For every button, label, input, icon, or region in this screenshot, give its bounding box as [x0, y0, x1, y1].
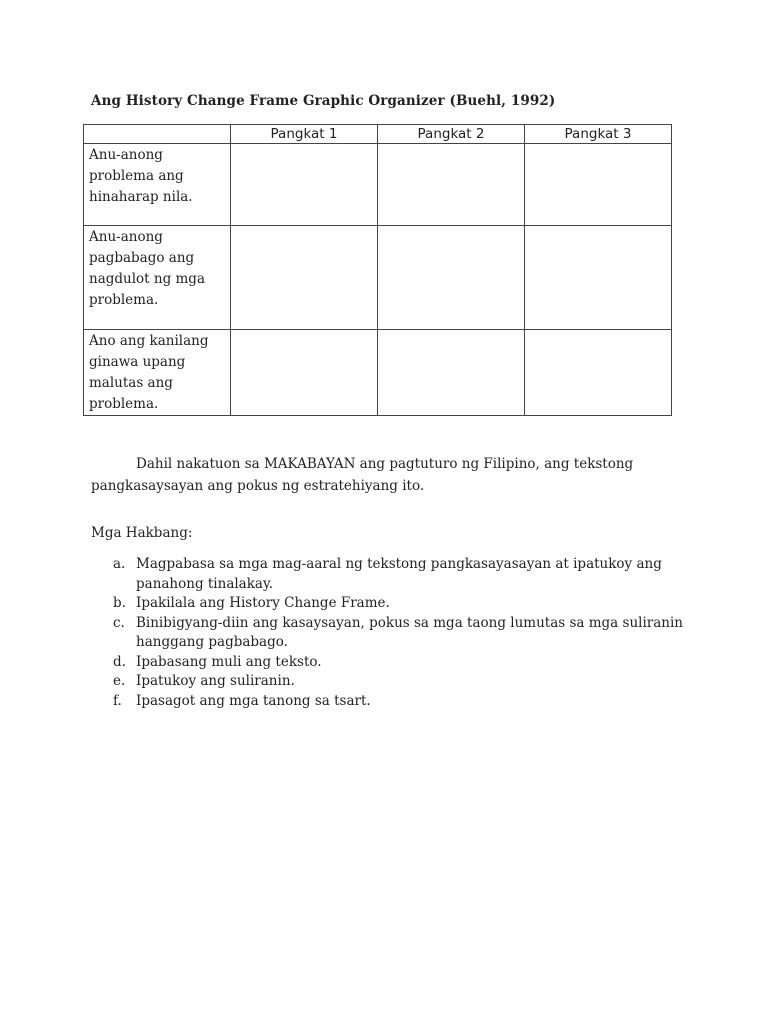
list-marker: c.: [113, 614, 125, 631]
table-header-pangkat-1: Pangkat 1: [231, 125, 378, 144]
list-item: [91, 614, 691, 653]
list-item-text: Magpabasa sa mga mag-aaral ng tekstong pangkasayasayan at ipatukoy ang panahong tinalakay.: [136, 556, 662, 592]
table-header-row: [84, 125, 672, 144]
row-label-problema: Anu-anong problema ang hinaharap nila.: [84, 144, 231, 226]
table-cell: [378, 226, 525, 330]
table-cell: [231, 330, 378, 416]
table-row: [84, 226, 672, 330]
table-cell: [378, 144, 525, 226]
list-marker: e.: [113, 673, 126, 689]
table-cell: [525, 226, 672, 330]
intro-paragraph: Dahil nakatuon sa MAKABAYAN ang pagtuturo ng Filipino, ang tekstong pangkasaysayan ang pokus ng estratehiyang ito.: [91, 455, 634, 494]
table-cell: [231, 144, 378, 226]
list-item: [91, 692, 691, 712]
document-title: Ang History Change Frame Graphic Organizer (Buehl, 1992): [91, 93, 556, 109]
list-marker: a.: [113, 556, 126, 572]
list-item-text: Ipakilala ang History Change Frame.: [136, 595, 390, 611]
list-marker: f.: [113, 692, 122, 709]
table-row: [84, 144, 672, 226]
table-cell: [231, 226, 378, 330]
list-item: [91, 672, 691, 692]
table-cell: [525, 330, 672, 416]
steps-heading: Mga Hakbang:: [91, 525, 193, 541]
list-item: [91, 594, 691, 614]
steps-list: [91, 555, 691, 711]
table-header-pangkat-2: Pangkat 2: [378, 125, 525, 144]
list-item-text: Ipabasang muli ang teksto.: [136, 653, 322, 670]
list-item: [91, 555, 691, 594]
table-header-pangkat-3: Pangkat 3: [525, 125, 672, 144]
history-change-frame-table: [83, 124, 672, 416]
list-marker: b.: [113, 595, 126, 611]
table-header-empty: [84, 125, 231, 144]
list-item-text: Ipatukoy ang suliranin.: [136, 673, 295, 689]
table-cell: [525, 144, 672, 226]
list-item: [91, 653, 691, 673]
list-marker: d.: [113, 653, 126, 670]
row-label-ginawa: Ano ang kanilang ginawa upang malutas ang problema.: [84, 330, 231, 416]
list-item-text: Binibigyang-diin ang kasaysayan, pokus sa mga taong lumutas sa mga suliranin hanggang pagbabago.: [136, 614, 683, 650]
table-cell: [378, 330, 525, 416]
list-item-text: Ipasagot ang mga tanong sa tsart.: [136, 692, 371, 709]
table-row: [84, 330, 672, 416]
row-label-pagbabago: Anu-anong pagbabago ang nagdulot ng mga problema.: [84, 226, 231, 330]
